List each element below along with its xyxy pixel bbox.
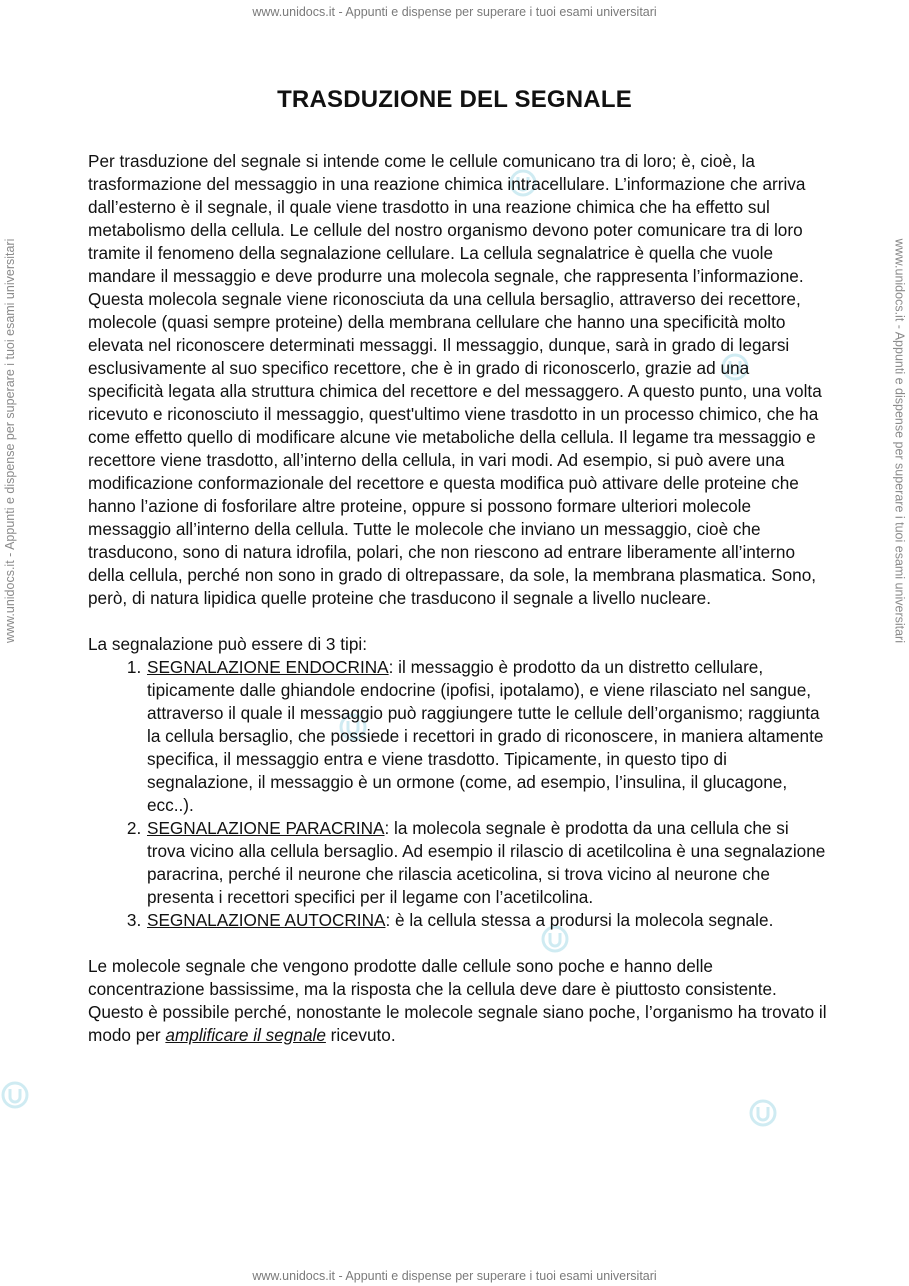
list-item: [146, 656, 828, 817]
unidocs-logo-icon: [0, 1080, 30, 1110]
emphasis-amplify: amplificare il segnale: [165, 1025, 326, 1045]
term-description: : il messaggio è prodotto da un distretto cellulare, tipicamente dalle ghiandole endocrine (ipofisi, ipotalamo), e viene rilasciato nel sangue, attraverso il quale il messaggio può raggiungere tutte le cellule dell’organismo; raggiunta la cellula bersaglio, che possiede i recettori in grado di riconoscere, in maniera altamente specifica, il messaggio entra e viene trasdotto. Tipicamente, in questo tipo di segnalazione, il messaggio è un ormone (come, ad esempio, l’insulina, il glucagone, ecc..).: [147, 657, 824, 815]
page-title: TRASDUZIONE DEL SEGNALE: [277, 86, 632, 113]
term-endocrine: SEGNALAZIONE ENDOCRINA: [147, 657, 389, 677]
right-side-watermark: www.unidocs.it - Appunti e dispense per superare i tuoi esami universitari: [892, 238, 906, 643]
closing-paragraph: [88, 955, 828, 1047]
closing-text: Le molecole segnale che vengono prodotte dalle cellule sono poche e hanno delle concentrazione bassissime, ma la risposta che la cellula deve dare è piuttosto consistente. Questo è possibile perché, nonostante le molecole segnale siano poche, l’organismo ha trovato il modo per: [88, 956, 827, 1045]
list-item: [146, 909, 828, 932]
term-description: : la molecola segnale è prodotta da una cellula che si trova vicino alla cellula bersaglio. Ad esempio il rilascio di acetilcolina è una segnalazione paracrina, perché il neurone che rilascia aceticolina, si trova vicino al neurone che presenta i recettori specifici per il legame con l’acetilcolina.: [147, 818, 826, 907]
term-paracrine: SEGNALAZIONE PARACRINA: [147, 818, 385, 838]
term-description: : è la cellula stessa a prodursi la molecola segnale.: [385, 910, 774, 930]
closing-text-end: ricevuto.: [325, 1025, 396, 1045]
types-intro: La segnalazione può essere di 3 tipi:: [88, 634, 368, 654]
unidocs-logo-icon: [748, 1098, 778, 1128]
left-side-watermark: www.unidocs.it - Appunti e dispense per superare i tuoi esami universitari: [3, 238, 17, 643]
list-item: [146, 817, 828, 909]
term-autocrine: SEGNALAZIONE AUTOCRINA: [147, 910, 386, 930]
header-watermark: www.unidocs.it - Appunti e dispense per superare i tuoi esami universitari: [252, 5, 657, 19]
signaling-types-list: [88, 656, 828, 932]
footer-watermark: www.unidocs.it - Appunti e dispense per superare i tuoi esami universitari: [252, 1269, 657, 1283]
document-body: [88, 150, 828, 1047]
intro-paragraph: Per trasduzione del segnale si intende come le cellule comunicano tra di loro; è, cioè, la trasformazione del messaggio in una reazione chimica intracellulare. L’informazione che arriva dall’esterno è il segnale, il quale viene trasdotto in una reazione chimica che ha effetto sul metabolismo della cellula. Le cellule del nostro organismo devono poter comunicare tra di loro tramite il fenomeno della segnalazione cellulare. La cellula segnalatrice è quella che vuole mandare il messaggio e deve produrre una molecola segnale, che rappresenta l’informazione. Questa molecola segnale viene riconosciuta da una cellula bersaglio, attraverso dei recettore, molecole (quasi sempre proteine) della membrana cellulare che hanno una specificità molto elevata nel riconoscere determinati messaggi. Il messaggio, dunque, sarà in grado di legarsi esclusivamente al suo specifico recettore, che è in grado di riconoscerlo, grazie ad una specificità legata alla struttura chimica del recettore e del messaggero. A questo punto, una volta ricevuto e riconosciuto il messaggio, quest'ultimo viene trasdotto in un processo chimico, che ha come effetto quello di modificare alcune vie metaboliche della cellula. Il legame tra messaggio e recettore viene trasdotto, all’interno della cellula, in vari modi. Ad esempio, si può avere una modificazione conformazionale del recettore e questa modifica può attivare delle proteine che hanno l’azione di fosforilare altre proteine, oppure si possono formare ulteriori molecole messaggio all’interno della cellula. Tutte le molecole che inviano un messaggio, cioè che trasducono, sono di natura idrofila, polari, che non riescono ad entrare liberamente all’interno della cellula, perché non sono in grado di oltrepassare, da sole, la membrana plasmatica. Sono, però, di natura lipidica quelle proteine che trasducono il segnale a livello nucleare.: [88, 151, 822, 608]
